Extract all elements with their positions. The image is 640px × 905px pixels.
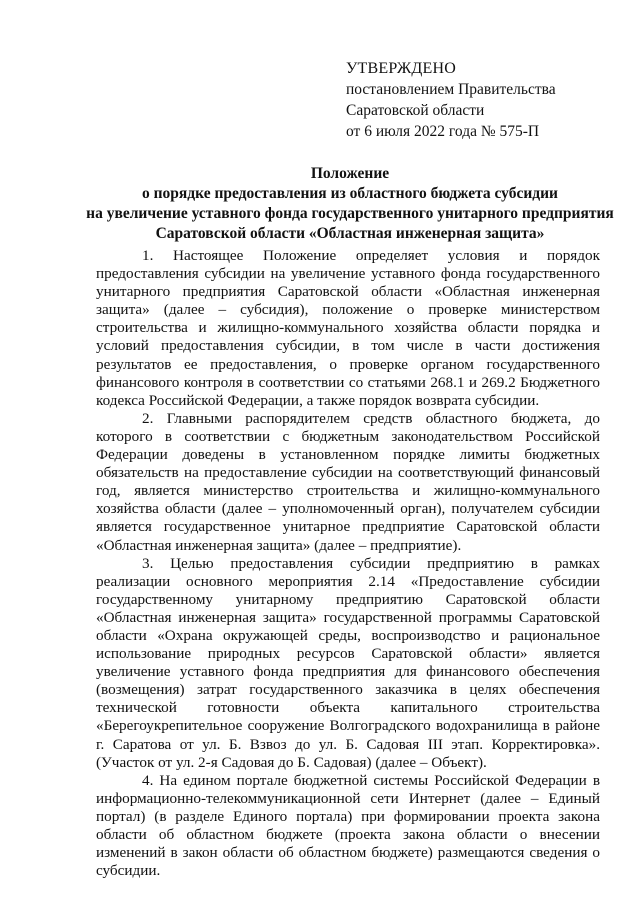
document-body bbox=[96, 247, 600, 880]
title-line-2: о порядке предоставления из областного бюджета субсидии bbox=[142, 185, 558, 202]
approval-line-1: постановлением Правительства bbox=[346, 81, 556, 98]
approval-stamp bbox=[346, 58, 616, 142]
paragraph-3: 3. Целью предоставления субсидии предприятию в рамках реализации основного мероприятия 2.14 «Предоставление субсидии государственному унитарному предприятию Саратовской области «Областная инженерная защита» государственной программы Саратовской области «Охрана окружающей среды, воспроизводство и рациональное использование природных ресурсов Саратовской области» является увеличение уставного фонда предприятия для финансового обеспечения (возмещения) затрат государственного заказчика в целях обеспечения технической готовности объекта капитального строительства «Берегоукрепительное сооружение Волгоградского водохранилища в районе г. Саратова от ул. Б. Взвоз до ул. Б. Садовая III этап. Корректировка». (Участок от ул. 2-я Садовая до Б. Садовая) (далее – Объект). bbox=[96, 554, 600, 771]
approval-line-3: от 6 июля 2022 года № 575-П bbox=[346, 123, 540, 140]
title-line-4: Саратовской области «Областная инженерная защита» bbox=[155, 225, 545, 242]
paragraph-1: 1. Настоящее Положение определяет условия и порядок предоставления субсидии на увеличение уставного фонда государственного унитарного предприятия Саратовской области «Областная инженерная защита» (далее – субсидия), положение о проверке министерством строительства и жилищно-коммунального хозяйства области порядка и условий предоставления субсидии, в том числе в части достижения результатов ее предоставления, о проверке органом государственного финансового контроля в соответствии со статьями 268.1 и 269.2 Бюджетного кодекса Российской Федерации, а также порядок возврата субсидии. bbox=[96, 247, 600, 409]
document-title bbox=[80, 164, 620, 244]
approval-heading: УТВЕРЖДЕНО bbox=[346, 60, 457, 77]
paragraph-2: 2. Главными распорядителем средств областного бюджета, до которого в соответствии с бюджетным законодательством Российской Федерации доведены в установленном порядке лимиты бюджетных обязательств на предоставление субсидии на соответствующий финансовый год, является министерство строительства и жилищно-коммунального хозяйства области (далее – уполномоченный орган), получателем субсидии является государственное унитарное предприятие Саратовской области «Областная инженерная защита» (далее – предприятие). bbox=[96, 409, 600, 554]
title-line-3: на увеличение уставного фонда государственного унитарного предприятия bbox=[86, 205, 614, 222]
paragraph-4: 4. На едином портале бюджетной системы Российской Федерации в информационно-телекоммуникационной сети Интернет (далее – Единый портал) (в разделе Единого портала) при формировании проекта закона области об областном бюджете (проекта закона области о внесении изменений в закон области об областном бюджете) размещаются сведения о субсидии. bbox=[96, 771, 600, 880]
approval-line-2: Саратовской области bbox=[346, 102, 485, 119]
title-line-1: Положение bbox=[310, 165, 390, 182]
